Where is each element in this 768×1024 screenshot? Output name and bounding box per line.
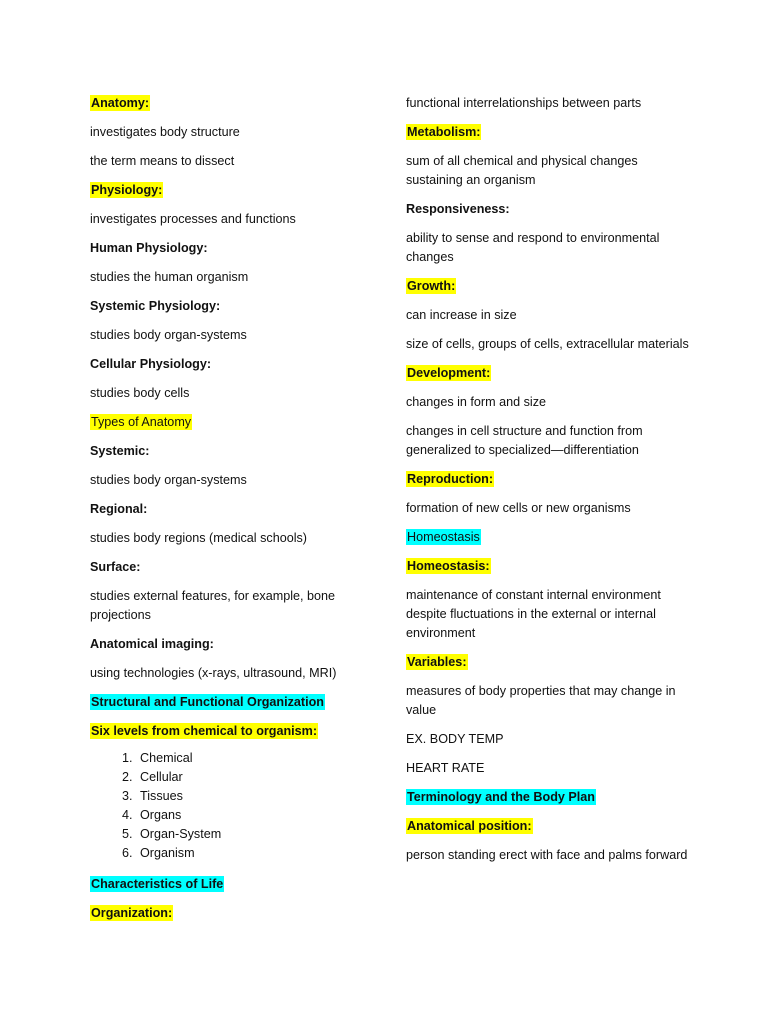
heading-text: Organization: [91,906,173,920]
heading-text: Metabolism: [407,125,481,139]
paragraph-text: sum of all chemical and physical changes sustaining an organism [406,154,638,187]
heading-development [406,364,696,383]
heading-physiology [90,181,360,200]
text-investigates-body-structure [90,123,360,142]
levels-list [90,749,360,863]
heading-text: Responsiveness: [406,202,510,216]
text-investigates-processes-and-functions [90,210,360,229]
heading-text: Systemic Physiology: [90,299,221,313]
heading-text: Structural and Functional Organization [91,695,324,709]
paragraph-text: the term means to dissect [90,154,235,168]
text-ex-body-temp [406,730,696,749]
heading-text: Physiology: [91,183,163,197]
paragraph-text: HEART RATE [406,761,485,775]
list-item: 5. Organ-System [136,825,360,844]
heading-terminology-and-the-body-plan [406,788,696,807]
heading-text: Reproduction: [407,472,494,486]
list-item: 2. Cellular [136,768,360,787]
paragraph-text: EX. BODY TEMP [406,732,504,746]
text-studies-body-organ-systems [90,326,360,345]
text-person-standing-erect-with-face-and-palm [406,846,696,865]
text-can-increase-in-size [406,306,696,325]
paragraph-text: functional interrelationships between parts [406,96,642,110]
heading-types-of-anatomy [90,413,360,432]
paragraph-text: can increase in size [406,308,517,322]
paragraph-text: maintenance of constant internal environment despite fluctuations in the external or internal environment [406,588,661,640]
heading-text: Anatomical imaging: [90,637,214,651]
heading-growth [406,277,696,296]
heading-text: Anatomical position: [407,819,532,833]
heading-characteristics-of-life [90,875,360,894]
heading-surface [90,558,360,577]
list-item: 6. Organism [136,844,360,863]
paragraph-text: changes in form and size [406,395,547,409]
heading-text: Homeostasis [407,530,480,544]
heading-anatomy [90,94,360,113]
right-column [406,94,696,875]
heading-text: Characteristics of Life [91,877,224,891]
heading-responsiveness [406,200,696,219]
heading-text: Types of Anatomy [91,415,192,429]
heading-cellular-physiology [90,355,360,374]
heading-text: Anatomy: [91,96,150,110]
heading-six-levels-from-chemical-to-organism [90,722,360,741]
text-ability-to-sense-and-respond-to-environm [406,229,696,267]
heading-homeostasis [406,528,696,547]
heading-text: Development: [407,366,491,380]
heading-structural-and-functional-organization [90,693,360,712]
heading-systemic [90,442,360,461]
heading-variables [406,653,696,672]
list-item: 4. Organs [136,806,360,825]
paragraph-text: person standing erect with face and palms forward [406,848,688,862]
text-measures-of-body-properties-that-may-cha [406,682,696,720]
paragraph-text: studies body organ-systems [90,473,247,487]
heading-text: Regional: [90,502,148,516]
text-heart-rate [406,759,696,778]
paragraph-text: studies body regions (medical schools) [90,531,307,545]
text-studies-the-human-organism [90,268,360,287]
heading-reproduction [406,470,696,489]
paragraph-text: size of cells, groups of cells, extracellular materials [406,337,689,351]
paragraph-text: studies body organ-systems [90,328,247,342]
heading-homeostasis [406,557,696,576]
text-using-technologies-x-rays-ultrasound-mri [90,664,360,683]
heading-text: Terminology and the Body Plan [407,790,595,804]
paragraph-text: measures of body properties that may change in value [406,684,676,717]
paragraph-text: studies the human organism [90,270,249,284]
text-functional-interrelationships-between-pa [406,94,696,113]
text-formation-of-new-cells-or-new-organisms [406,499,696,518]
text-changes-in-cell-structure-and-function-f [406,422,696,460]
heading-text: Systemic: [90,444,150,458]
text-studies-body-cells [90,384,360,403]
heading-anatomical-position [406,817,696,836]
list-item: 1. Chemical [136,749,360,768]
text-sum-of-all-chemical-and-physical-changes [406,152,696,190]
paragraph-text: investigates processes and functions [90,212,296,226]
text-the-term-means-to-dissect [90,152,360,171]
list-item: 3. Tissues [136,787,360,806]
paragraph-text: using technologies (x-rays, ultrasound, MRI) [90,666,337,680]
text-studies-external-features-for-example-bo [90,587,360,625]
heading-regional [90,500,360,519]
heading-anatomical-imaging [90,635,360,654]
paragraph-text: studies external features, for example, bone projections [90,589,336,622]
paragraph-text: formation of new cells or new organisms [406,501,631,515]
left-column [90,94,360,933]
text-maintenance-of-constant-internal-environ [406,586,696,643]
heading-organization [90,904,360,923]
heading-metabolism [406,123,696,142]
heading-text: Cellular Physiology: [90,357,212,371]
paragraph-text: ability to sense and respond to environmental changes [406,231,660,264]
paragraph-text: investigates body structure [90,125,240,139]
heading-text: Six levels from chemical to organism: [91,724,318,738]
paragraph-text: studies body cells [90,386,190,400]
heading-systemic-physiology [90,297,360,316]
heading-text: Variables: [407,655,467,669]
text-changes-in-form-and-size [406,393,696,412]
text-studies-body-organ-systems [90,471,360,490]
text-studies-body-regions-medical-schools [90,529,360,548]
paragraph-text: changes in cell structure and function from generalized to specialized—differentiation [406,424,643,457]
heading-text: Homeostasis: [407,559,490,573]
heading-text: Human Physiology: [90,241,208,255]
heading-text: Growth: [407,279,456,293]
text-size-of-cells-groups-of-cells-extracellu [406,335,696,354]
heading-text: Surface: [90,560,141,574]
heading-human-physiology [90,239,360,258]
